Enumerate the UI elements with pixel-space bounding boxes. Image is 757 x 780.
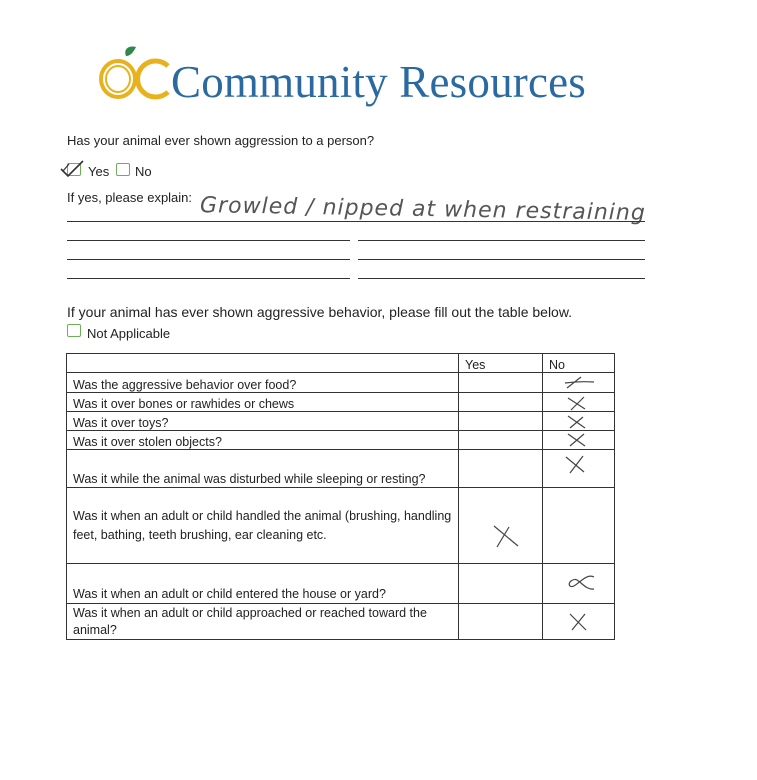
no-column-header: No (543, 354, 615, 373)
x-mark-icon (563, 375, 597, 391)
check-mark-icon (59, 159, 85, 179)
x-mark-icon (563, 453, 589, 475)
table-row (67, 393, 615, 412)
explain-line (67, 221, 645, 222)
explain-answer[interactable]: Growled / nipped at when restraining (199, 193, 647, 226)
explain-label: If yes, please explain: (67, 190, 193, 205)
table-row (67, 373, 615, 393)
row-yes-cell[interactable] (459, 450, 543, 488)
question-aggression-person: Has your animal ever shown aggression to a person? (67, 133, 375, 148)
table-header-row (67, 354, 615, 373)
aggressive-behavior-instruction: If your animal has ever shown aggressive behavior, please fill out the table below. (67, 304, 573, 320)
no-checkbox[interactable] (116, 163, 130, 176)
row-no-cell[interactable] (543, 412, 615, 431)
explain-line (67, 278, 350, 279)
explain-line (358, 278, 645, 279)
row-no-cell[interactable] (543, 604, 615, 640)
row-yes-cell[interactable] (459, 373, 543, 393)
oc-logo-icon (96, 44, 176, 104)
row-no-cell[interactable] (543, 564, 615, 604)
row-yes-cell[interactable] (459, 564, 543, 604)
explain-line (67, 240, 350, 241)
explain-line (358, 240, 645, 241)
row-yes-cell[interactable] (459, 393, 543, 412)
row-yes-cell[interactable] (459, 431, 543, 450)
row-question: Was it while the animal was disturbed while sleeping or resting? (67, 450, 459, 488)
behavior-table (66, 353, 615, 640)
row-yes-cell[interactable] (459, 412, 543, 431)
not-applicable-checkbox[interactable] (67, 324, 81, 337)
row-no-cell[interactable] (543, 393, 615, 412)
explain-line (67, 259, 350, 260)
table-row (67, 488, 615, 564)
x-mark-icon (565, 432, 589, 448)
row-no-cell[interactable] (543, 450, 615, 488)
row-question: Was the aggressive behavior over food? (67, 373, 459, 393)
row-yes-cell[interactable] (459, 488, 543, 564)
row-question: Was it over toys? (67, 412, 459, 431)
row-question: Was it when an adult or child approached or reached toward the animal? (67, 604, 459, 640)
table-row (67, 412, 615, 431)
logo (96, 44, 656, 114)
x-mark-icon (565, 414, 589, 430)
yes-label: Yes (88, 164, 110, 179)
row-no-cell[interactable] (543, 488, 615, 564)
row-no-cell[interactable] (543, 431, 615, 450)
explain-line (358, 259, 645, 260)
table-row (67, 431, 615, 450)
not-applicable-label: Not Applicable (87, 326, 171, 341)
x-mark-icon (567, 611, 591, 633)
x-mark-icon (567, 574, 597, 592)
logo-text: Community Resources (171, 57, 587, 107)
row-question: Was it over bones or rawhides or chews (67, 393, 459, 412)
no-label: No (135, 164, 152, 179)
x-mark-icon (565, 395, 589, 411)
row-question: Was it when an adult or child entered the house or yard? (67, 564, 459, 604)
row-yes-cell[interactable] (459, 604, 543, 640)
table-row (67, 564, 615, 604)
row-question: Was it when an adult or child handled the animal (brushing, handling feet, bathing, teeth brushing, ear cleaning etc. (67, 488, 459, 564)
x-mark-icon (491, 523, 521, 549)
row-question: Was it over stolen objects? (67, 431, 459, 450)
table-row (67, 604, 615, 640)
row-no-cell[interactable] (543, 373, 615, 393)
table-row (67, 450, 615, 488)
question-header (67, 354, 459, 373)
yes-column-header: Yes (459, 354, 543, 373)
